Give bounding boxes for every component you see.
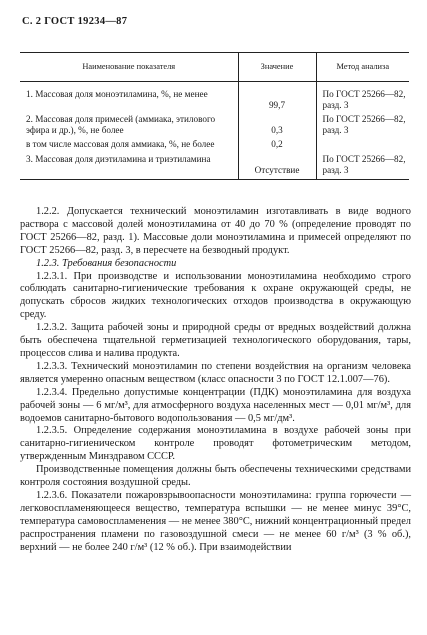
column-header-name: Наименование показателя	[20, 53, 238, 82]
paragraph-1-2-3-2: 1.2.3.2. Защита рабочей зоны и природной среды от вредных воздействий должна быть обеспечена тщательной герметизацией технологического оборудования, тары, процессов слива и налива продукта.	[20, 322, 411, 359]
table-row	[20, 154, 409, 180]
analysis-method: По ГОСТ 25266—82, разд. 3	[316, 154, 409, 180]
table-header-row	[20, 53, 409, 82]
table-row	[20, 82, 409, 115]
analysis-method: По ГОСТ 25266—82, разд. 3	[322, 114, 406, 135]
analysis-method	[316, 139, 409, 154]
paragraph-1-2-3-1: 1.2.3.1. При производстве и использовании моноэтиламина необходимо строго соблюдать санитарно-гигиенические требования к охране окружающей среды, не допускать сбросов жидких технологических отходов производства в окружающую среду.	[20, 270, 411, 321]
indicator-value: 0,2	[238, 139, 316, 154]
column-header-method: Метод анализа	[316, 53, 409, 82]
specification-table	[20, 52, 409, 180]
indicator-name: 2. Массовая доля примесей (аммиака, этилового эфира и др.), %, не более	[20, 114, 238, 139]
page-header: С. 2 ГОСТ 19234—87	[22, 16, 128, 27]
paragraph-1-2-3-5: 1.2.3.5. Определение содержания моноэтиламина в воздухе рабочей зоны при санитарно-гигиеническом контроле проводят фотометрическим методом, утвержденным Минздравом СССР.	[20, 425, 411, 463]
table-row	[20, 139, 409, 154]
indicator-name: 1. Массовая доля моноэтиламина, %, не менее	[20, 82, 238, 115]
analysis-method: По ГОСТ 25266—82, разд. 3	[322, 89, 406, 110]
indicator-value: 0,3	[238, 114, 316, 139]
indicator-value: 99,7	[238, 82, 316, 115]
indicator-name: в том числе массовая доля аммиака, %, не более	[20, 139, 238, 154]
document-body	[20, 206, 411, 554]
column-header-value: Значение	[238, 53, 316, 82]
paragraph-1-2-3-6: 1.2.3.6. Показатели пожаровзрывоопасности моноэтиламина: группа горючести — легковоспламеняющееся вещество, температура вспышки — не менее минус 39°С, температура самовоспламенения — не менее 380°С, нижний концентрационный предел распространения пламени по газовоздушной смеси — не менее 60 г/м³ (3 % об.), верхний — не более 240 г/м³ (12 % об.). При взаимодействии	[20, 489, 411, 553]
paragraph-1-2-3-4: 1.2.3.4. Предельно допустимые концентрации (ПДК) моноэтиламина для воздуха рабочей зоны — 6 мг/м³, для атмосферного воздуха населенных мест — 0,01 мг/м³, для водоемов санитарно-бытового водопользования — 0,5 мг/дм³.	[20, 386, 411, 424]
indicator-name: 3. Массовая доля диэтиламина и триэтиламина	[20, 154, 238, 180]
paragraph-premises: Производственные помещения должны быть обеспечены техническими средствами контроля состояния воздушной среды.	[20, 464, 411, 489]
indicator-value: Отсутствие	[238, 154, 316, 180]
paragraph-1-2-2: 1.2.2. Допускается технический моноэтиламин изготавливать в виде водного раствора с массовой долей моноэтиламина от 40 до 70 % (определение проводят по ГОСТ 25266—82, разд. 1). Массовые доли моноэтиламина и примесей определяют по ГОСТ 25266—82, разд. 3, в пересчете на безводный продукт.	[20, 206, 411, 256]
table-row	[20, 114, 409, 139]
paragraph-1-2-3-3: 1.2.3.3. Технический моноэтиламин по степени воздействия на организм человека является умеренно опасным веществом (класс опасности 3 по ГОСТ 12.1.007—76).	[20, 360, 411, 385]
section-heading-safety: 1.2.3. Требования безопасности	[36, 257, 177, 269]
